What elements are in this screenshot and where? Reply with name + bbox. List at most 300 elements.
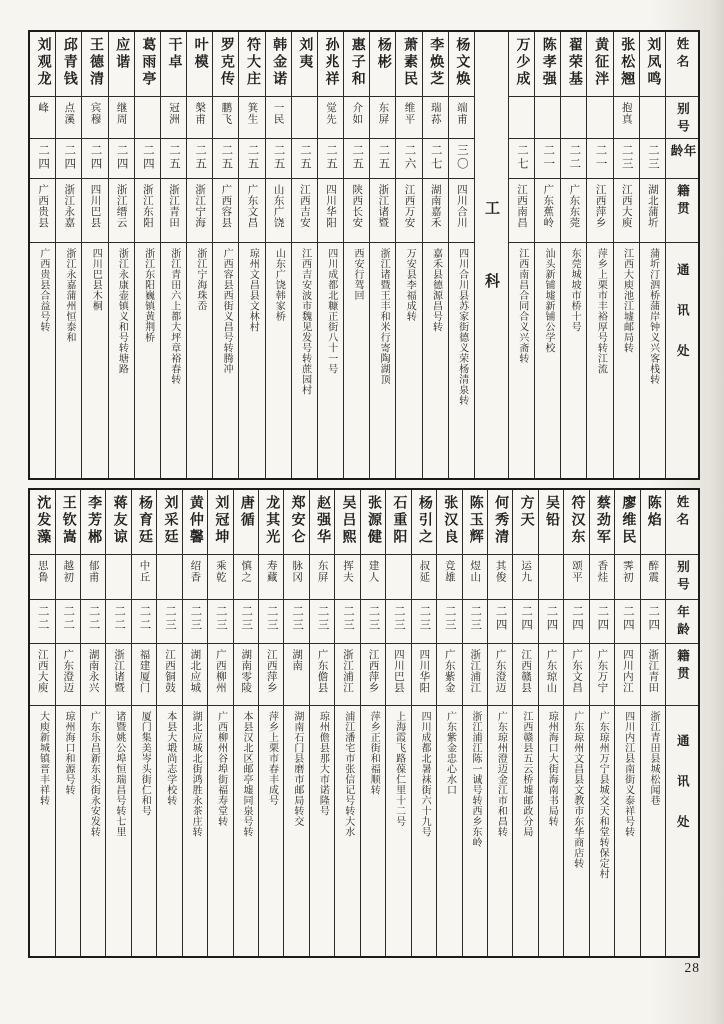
- person-address: 湖北应城北街鸿胜永茶庄转: [190, 711, 202, 837]
- person-address: 浙江青田六上都大坪章裕春转: [168, 248, 180, 385]
- person-address: 厦门集美岑头街仁和号: [139, 711, 151, 816]
- person-origin-cell: [30, 643, 54, 705]
- person-column: [395, 32, 421, 478]
- person-alias: 介如: [351, 102, 363, 125]
- person-alias: 颂平: [570, 560, 582, 583]
- person-name: 方天: [518, 495, 534, 529]
- person-address: 广东琼州澄迈金江市和昌转: [495, 711, 507, 837]
- person-origin-cell: [614, 178, 639, 242]
- person-age: 二三: [367, 605, 380, 632]
- person-address: 广西容县西街义昌号转腾冲: [221, 248, 233, 374]
- person-column: [538, 490, 563, 956]
- person-address: 江西吉安波市魏见发号转蔗园村: [299, 248, 311, 395]
- person-alias: 一民: [272, 102, 284, 125]
- person-name: 刘凤鸣: [645, 37, 661, 88]
- person-column: [238, 32, 264, 478]
- person-name-cell: [135, 32, 160, 96]
- person-address-cell: [318, 242, 343, 478]
- person-address: 浙江诸暨王丰和米行寄陶湖顶: [378, 248, 390, 385]
- person-address-cell: [509, 242, 534, 478]
- person-address: 东莞城坡市桥十号: [569, 248, 581, 332]
- person-origin: 广东文昌: [570, 649, 582, 693]
- person-age-cell: [396, 138, 421, 178]
- person-column: [160, 32, 186, 478]
- person-column: [30, 32, 55, 478]
- person-age-cell: [463, 599, 487, 643]
- person-column: [30, 490, 54, 956]
- person-age-cell: [56, 599, 80, 643]
- person-column: [639, 32, 665, 478]
- person-name: 刘冠坤: [213, 495, 229, 546]
- person-column: [105, 490, 130, 956]
- person-address: 大庾新城镇晋丰祥转: [37, 711, 49, 806]
- person-alias-cell: [109, 96, 134, 138]
- header-origin-cell: [666, 178, 698, 242]
- person-age-cell: [213, 138, 238, 178]
- person-name: 应谐: [114, 37, 130, 71]
- person-alias: 瑞荪: [429, 102, 441, 125]
- person-name-cell: [106, 490, 130, 554]
- person-origin-cell: [361, 643, 385, 705]
- person-name: 龙其光: [264, 495, 280, 546]
- person-column: [233, 490, 258, 956]
- person-age-cell: [266, 138, 291, 178]
- person-name: 唐循: [238, 495, 254, 529]
- person-age-cell: [587, 138, 612, 178]
- person-column: [55, 490, 80, 956]
- person-origin: 湖北应城: [189, 649, 201, 693]
- person-alias-cell: [30, 96, 55, 138]
- person-name-cell: [587, 32, 612, 96]
- section-divider-column: [474, 32, 508, 478]
- person-age: 二五: [246, 144, 259, 171]
- person-alias: 峰: [37, 102, 49, 114]
- person-name: 郑安仑: [289, 495, 305, 546]
- person-address: 广东琼州万宁县城交天和堂转保定村: [597, 711, 609, 879]
- person-alias-cell: [106, 554, 130, 599]
- person-origin: 湖南零陵: [240, 649, 252, 693]
- person-origin: 福建厦门: [138, 649, 150, 693]
- person-alias-cell: [437, 554, 461, 599]
- person-name-cell: [234, 490, 258, 554]
- person-address: 浦江潘宅市张信记号转大水: [342, 711, 354, 837]
- person-name: 翟荣基: [566, 37, 582, 88]
- person-column: [80, 490, 105, 956]
- person-alias: 中丘: [138, 560, 150, 583]
- person-name: 蔡劲军: [594, 495, 610, 546]
- person-age-cell: [386, 599, 410, 643]
- person-name: 杨引之: [416, 495, 432, 546]
- person-alias-cell: [157, 554, 181, 599]
- person-alias: 思鲁: [36, 560, 48, 583]
- person-age-cell: [488, 599, 512, 643]
- person-origin-cell: [234, 643, 258, 705]
- person-origin: 湖北蒲圻: [646, 184, 658, 228]
- person-name: 张源健: [365, 495, 381, 546]
- person-name: 何秀清: [493, 495, 509, 546]
- person-column: [613, 32, 639, 478]
- person-origin: 四川华阳: [418, 649, 430, 693]
- person-origin: 江西萍乡: [594, 184, 606, 228]
- person-age-cell: [259, 599, 283, 643]
- person-name: 杨文焕: [454, 37, 470, 88]
- person-name-cell: [213, 32, 238, 96]
- person-origin: 四川合川: [455, 184, 467, 228]
- header-alias: 别号: [675, 560, 690, 595]
- person-origin-cell: [370, 178, 395, 242]
- person-origin-cell: [292, 178, 317, 242]
- person-column: [462, 490, 487, 956]
- person-name-cell: [259, 490, 283, 554]
- person-age: 二四: [520, 605, 533, 632]
- person-alias: 绍香: [189, 560, 201, 583]
- person-column: [487, 490, 512, 956]
- section-label: 工科: [482, 200, 499, 346]
- person-age-cell: [615, 599, 639, 643]
- person-address: 江西赣县五云桥墟邮政分局: [520, 711, 532, 837]
- header-age: 年龄: [675, 605, 690, 640]
- person-name-cell: [370, 32, 395, 96]
- person-alias-cell: [513, 554, 537, 599]
- person-address: 浙江永康壶镇义和号转塘路: [116, 248, 128, 374]
- person-column: [258, 490, 283, 956]
- person-age-cell: [361, 599, 385, 643]
- person-address: 嘉禾县德源昌号转: [430, 248, 442, 332]
- person-address-cell: [412, 705, 436, 956]
- header-name-cell: [666, 490, 698, 554]
- person-name-cell: [640, 32, 665, 96]
- person-name-cell: [396, 32, 421, 96]
- person-age: 二三: [189, 605, 202, 632]
- person-age: 二三: [291, 605, 304, 632]
- person-column: [411, 490, 436, 956]
- person-address: 万安县李福成转: [404, 248, 416, 322]
- header-origin-cell: [666, 643, 698, 705]
- person-alias-cell: [81, 554, 105, 599]
- person-name-cell: [590, 490, 614, 554]
- person-alias: 觉先: [325, 102, 337, 125]
- person-address: 广西柳州谷埠街福寿堂转: [215, 711, 227, 827]
- person-address: 四川合川县苏家街德义荣杨清泉转: [456, 248, 468, 406]
- person-origin-cell: [161, 178, 186, 242]
- person-name-cell: [208, 490, 232, 554]
- person-address-cell: [437, 705, 461, 956]
- person-name: 沈发藻: [35, 495, 51, 546]
- person-age-cell: [370, 138, 395, 178]
- person-origin: 江西赣县: [520, 649, 532, 693]
- person-address-cell: [335, 705, 359, 956]
- person-name-cell: [437, 490, 461, 554]
- person-name-cell: [488, 490, 512, 554]
- person-origin-cell: [564, 643, 588, 705]
- person-origin: 浙江青田: [167, 184, 179, 228]
- person-origin-cell: [56, 178, 81, 242]
- person-name-cell: [535, 32, 560, 96]
- person-alias: 继周: [115, 102, 127, 125]
- person-name-cell: [335, 490, 359, 554]
- person-address-cell: [132, 705, 156, 956]
- person-age: 二三: [646, 144, 659, 171]
- person-origin-cell: [412, 643, 436, 705]
- person-alias-cell: [412, 554, 436, 599]
- person-name: 陈孝强: [540, 37, 556, 88]
- person-origin: 广东澄迈: [494, 649, 506, 693]
- person-alias-cell: [56, 554, 80, 599]
- person-age-cell: [344, 138, 369, 178]
- person-address-cell: [81, 705, 105, 956]
- person-origin: 广东儋县: [316, 649, 328, 693]
- person-age: 二五: [272, 144, 285, 171]
- person-alias-cell: [423, 96, 448, 138]
- person-age: 二四: [89, 144, 102, 171]
- person-column: [560, 32, 586, 478]
- person-origin: 江西吉安: [298, 184, 310, 228]
- person-name-cell: [161, 32, 186, 96]
- person-age: 二二: [113, 605, 126, 632]
- person-age: 二五: [377, 144, 390, 171]
- header-alias-cell: [666, 554, 698, 599]
- person-alias-cell: [310, 554, 334, 599]
- person-address: 四川成都北糠正街八十一号: [325, 248, 337, 374]
- person-address: 广东乐昌新东头街永安发转: [88, 711, 100, 837]
- person-address: 广东琼州文昌县文教市东华商店转: [571, 711, 583, 869]
- person-origin-cell: [423, 178, 448, 242]
- person-column: [589, 490, 614, 956]
- person-origin-cell: [535, 178, 560, 242]
- person-address-cell: [396, 242, 421, 478]
- person-alias-cell: [641, 554, 665, 599]
- person-age-cell: [109, 138, 134, 178]
- person-alias-cell: [266, 96, 291, 138]
- person-age: 二四: [115, 144, 128, 171]
- header-column: [665, 490, 698, 956]
- person-origin-cell: [239, 178, 264, 242]
- person-column: [640, 490, 665, 956]
- person-address: 本县大塅尚志学校转: [164, 711, 176, 806]
- person-column: [309, 490, 334, 956]
- person-alias-cell: [539, 554, 563, 599]
- person-alias-cell: [259, 554, 283, 599]
- person-age-cell: [234, 599, 258, 643]
- person-origin-cell: [208, 643, 232, 705]
- person-origin-cell: [157, 643, 181, 705]
- person-name-cell: [284, 490, 308, 554]
- person-address-cell: [449, 242, 474, 478]
- person-column: [512, 490, 537, 956]
- person-origin: 广东紫金: [443, 649, 455, 693]
- person-name-cell: [30, 490, 54, 554]
- person-name: 张松翘: [619, 37, 635, 88]
- person-origin: 广西贵县: [37, 184, 49, 228]
- person-age: 二二: [36, 605, 49, 632]
- person-name-cell: [615, 490, 639, 554]
- person-alias-cell: [30, 554, 54, 599]
- person-age-cell: [82, 138, 107, 178]
- header-name: 姓名: [675, 495, 689, 530]
- header-age-cell: [666, 599, 698, 643]
- header-address: 通讯处: [675, 733, 690, 855]
- person-age: 二三: [240, 605, 253, 632]
- person-address-cell: [239, 242, 264, 478]
- person-name-cell: [266, 32, 291, 96]
- person-origin-cell: [187, 178, 212, 242]
- person-origin: 浙江宁海: [194, 184, 206, 228]
- person-origin-cell: [539, 643, 563, 705]
- person-origin: 江西万安: [403, 184, 415, 228]
- person-origin: 浙江东阳: [141, 184, 153, 228]
- person-origin: 浙江诸暨: [377, 184, 389, 228]
- person-name-cell: [641, 490, 665, 554]
- person-alias-cell: [208, 554, 232, 599]
- header-column: [665, 32, 698, 478]
- person-address-cell: [30, 242, 55, 478]
- person-alias-cell: [587, 96, 612, 138]
- person-name: 孙兆祥: [323, 37, 339, 88]
- header-age: 年龄: [669, 144, 696, 162]
- person-name: 邱青钱: [61, 37, 77, 88]
- person-origin-cell: [81, 643, 105, 705]
- person-address-cell: [259, 705, 283, 956]
- person-column: [283, 490, 308, 956]
- person-address-cell: [208, 705, 232, 956]
- person-name-cell: [187, 32, 212, 96]
- person-address: 萍乡正街和福顺转: [368, 711, 380, 795]
- person-name-cell: [239, 32, 264, 96]
- person-column: [134, 32, 160, 478]
- person-age: 二五: [167, 144, 180, 171]
- person-origin: 陕西长安: [351, 184, 363, 228]
- person-name-cell: [132, 490, 156, 554]
- person-address-cell: [234, 705, 258, 956]
- person-age: 二四: [570, 605, 583, 632]
- person-name: 葛雨亭: [140, 37, 156, 88]
- person-origin-cell: [259, 643, 283, 705]
- person-address-cell: [535, 242, 560, 478]
- person-alias-cell: [463, 554, 487, 599]
- person-alias: 叔延: [418, 560, 430, 583]
- person-age: 二五: [220, 144, 233, 171]
- person-age: 二四: [647, 605, 660, 632]
- person-column: [212, 32, 238, 478]
- person-name: 杨彬: [375, 37, 391, 71]
- person-origin-cell: [587, 178, 612, 242]
- person-address-cell: [344, 242, 369, 478]
- person-origin: 浙江浦江: [342, 649, 354, 693]
- person-origin: 江西南昌: [516, 184, 528, 228]
- person-address: 浙江宁海珠岙: [194, 248, 206, 311]
- person-address-cell: [590, 705, 614, 956]
- person-age: 二五: [351, 144, 364, 171]
- person-alias-cell: [284, 554, 308, 599]
- person-name: 吴铅: [544, 495, 560, 529]
- person-age: 二四: [545, 605, 558, 632]
- person-address-cell: [539, 705, 563, 956]
- person-origin: 江西铜鼓: [163, 649, 175, 693]
- person-name-cell: [344, 32, 369, 96]
- person-alias-cell: [535, 96, 560, 138]
- person-origin-cell: [266, 178, 291, 242]
- person-name-cell: [30, 32, 55, 96]
- person-age-cell: [535, 138, 560, 178]
- person-address-cell: [187, 242, 212, 478]
- person-address-cell: [640, 242, 665, 478]
- person-age: 二三: [214, 605, 227, 632]
- header-name: 姓名: [675, 37, 689, 72]
- person-address-cell: [292, 242, 317, 478]
- person-address: 上海霞飞路葆仁里十二号: [393, 711, 405, 827]
- person-origin: 湖南永兴: [87, 649, 99, 693]
- person-address-cell: [463, 705, 487, 956]
- person-address-cell: [513, 705, 537, 956]
- person-origin-cell: [463, 643, 487, 705]
- person-origin-cell: [641, 643, 665, 705]
- person-origin-cell: [488, 643, 512, 705]
- person-origin-cell: [344, 178, 369, 242]
- person-address: 江西大庾池江墟邮局转: [621, 248, 633, 353]
- person-address: 山东广饶韩家桥: [273, 248, 285, 322]
- person-name: 吴吕熙: [340, 495, 356, 546]
- person-alias-cell: [132, 554, 156, 599]
- header-name-cell: [666, 32, 698, 96]
- person-column: [360, 490, 385, 956]
- person-age: 二三: [163, 605, 176, 632]
- person-alias-cell: [590, 554, 614, 599]
- person-origin-cell: [449, 178, 474, 242]
- person-name: 陈焰: [645, 495, 661, 529]
- person-name-cell: [539, 490, 563, 554]
- person-address-cell: [161, 242, 186, 478]
- person-column: [265, 32, 291, 478]
- person-address-cell: [370, 242, 395, 478]
- person-name-cell: [513, 490, 537, 554]
- person-age: 二四: [37, 144, 50, 171]
- person-name: 符大庄: [245, 37, 260, 88]
- person-alias: 维平: [403, 102, 415, 125]
- person-name-cell: [56, 32, 81, 96]
- header-address-cell: [666, 242, 698, 478]
- person-address: 萍乡上栗市丰裕厚号转江流: [595, 248, 607, 374]
- person-age: 二三: [265, 605, 278, 632]
- person-name: 干卓: [166, 37, 182, 71]
- person-alias-cell: [234, 554, 258, 599]
- person-origin: 广西柳州: [214, 649, 226, 693]
- person-address-cell: [423, 242, 448, 478]
- person-origin-cell: [396, 178, 421, 242]
- person-alias-cell: [239, 96, 264, 138]
- person-origin-cell: [82, 178, 107, 242]
- person-name-cell: [614, 32, 639, 96]
- person-origin-cell: [30, 178, 55, 242]
- person-column: [334, 490, 359, 956]
- person-name-cell: [109, 32, 134, 96]
- person-column: [317, 32, 343, 478]
- person-address: 湖南石门县磨市邮局转交: [291, 711, 303, 827]
- person-origin-cell: [310, 643, 334, 705]
- person-name-cell: [82, 32, 107, 96]
- person-alias-cell: [292, 96, 317, 138]
- header-address-cell: [666, 705, 698, 956]
- person-address: 广东紫金忠心水口: [444, 711, 456, 795]
- person-origin-cell: [590, 643, 614, 705]
- person-origin-cell: [284, 643, 308, 705]
- person-alias-cell: [386, 554, 410, 599]
- person-address-cell: [56, 705, 80, 956]
- person-address-cell: [106, 705, 130, 956]
- person-origin: 江西大庾: [620, 184, 632, 228]
- person-alias-cell: [640, 96, 665, 138]
- person-name: 廖维民: [620, 495, 636, 546]
- person-origin-cell: [513, 643, 537, 705]
